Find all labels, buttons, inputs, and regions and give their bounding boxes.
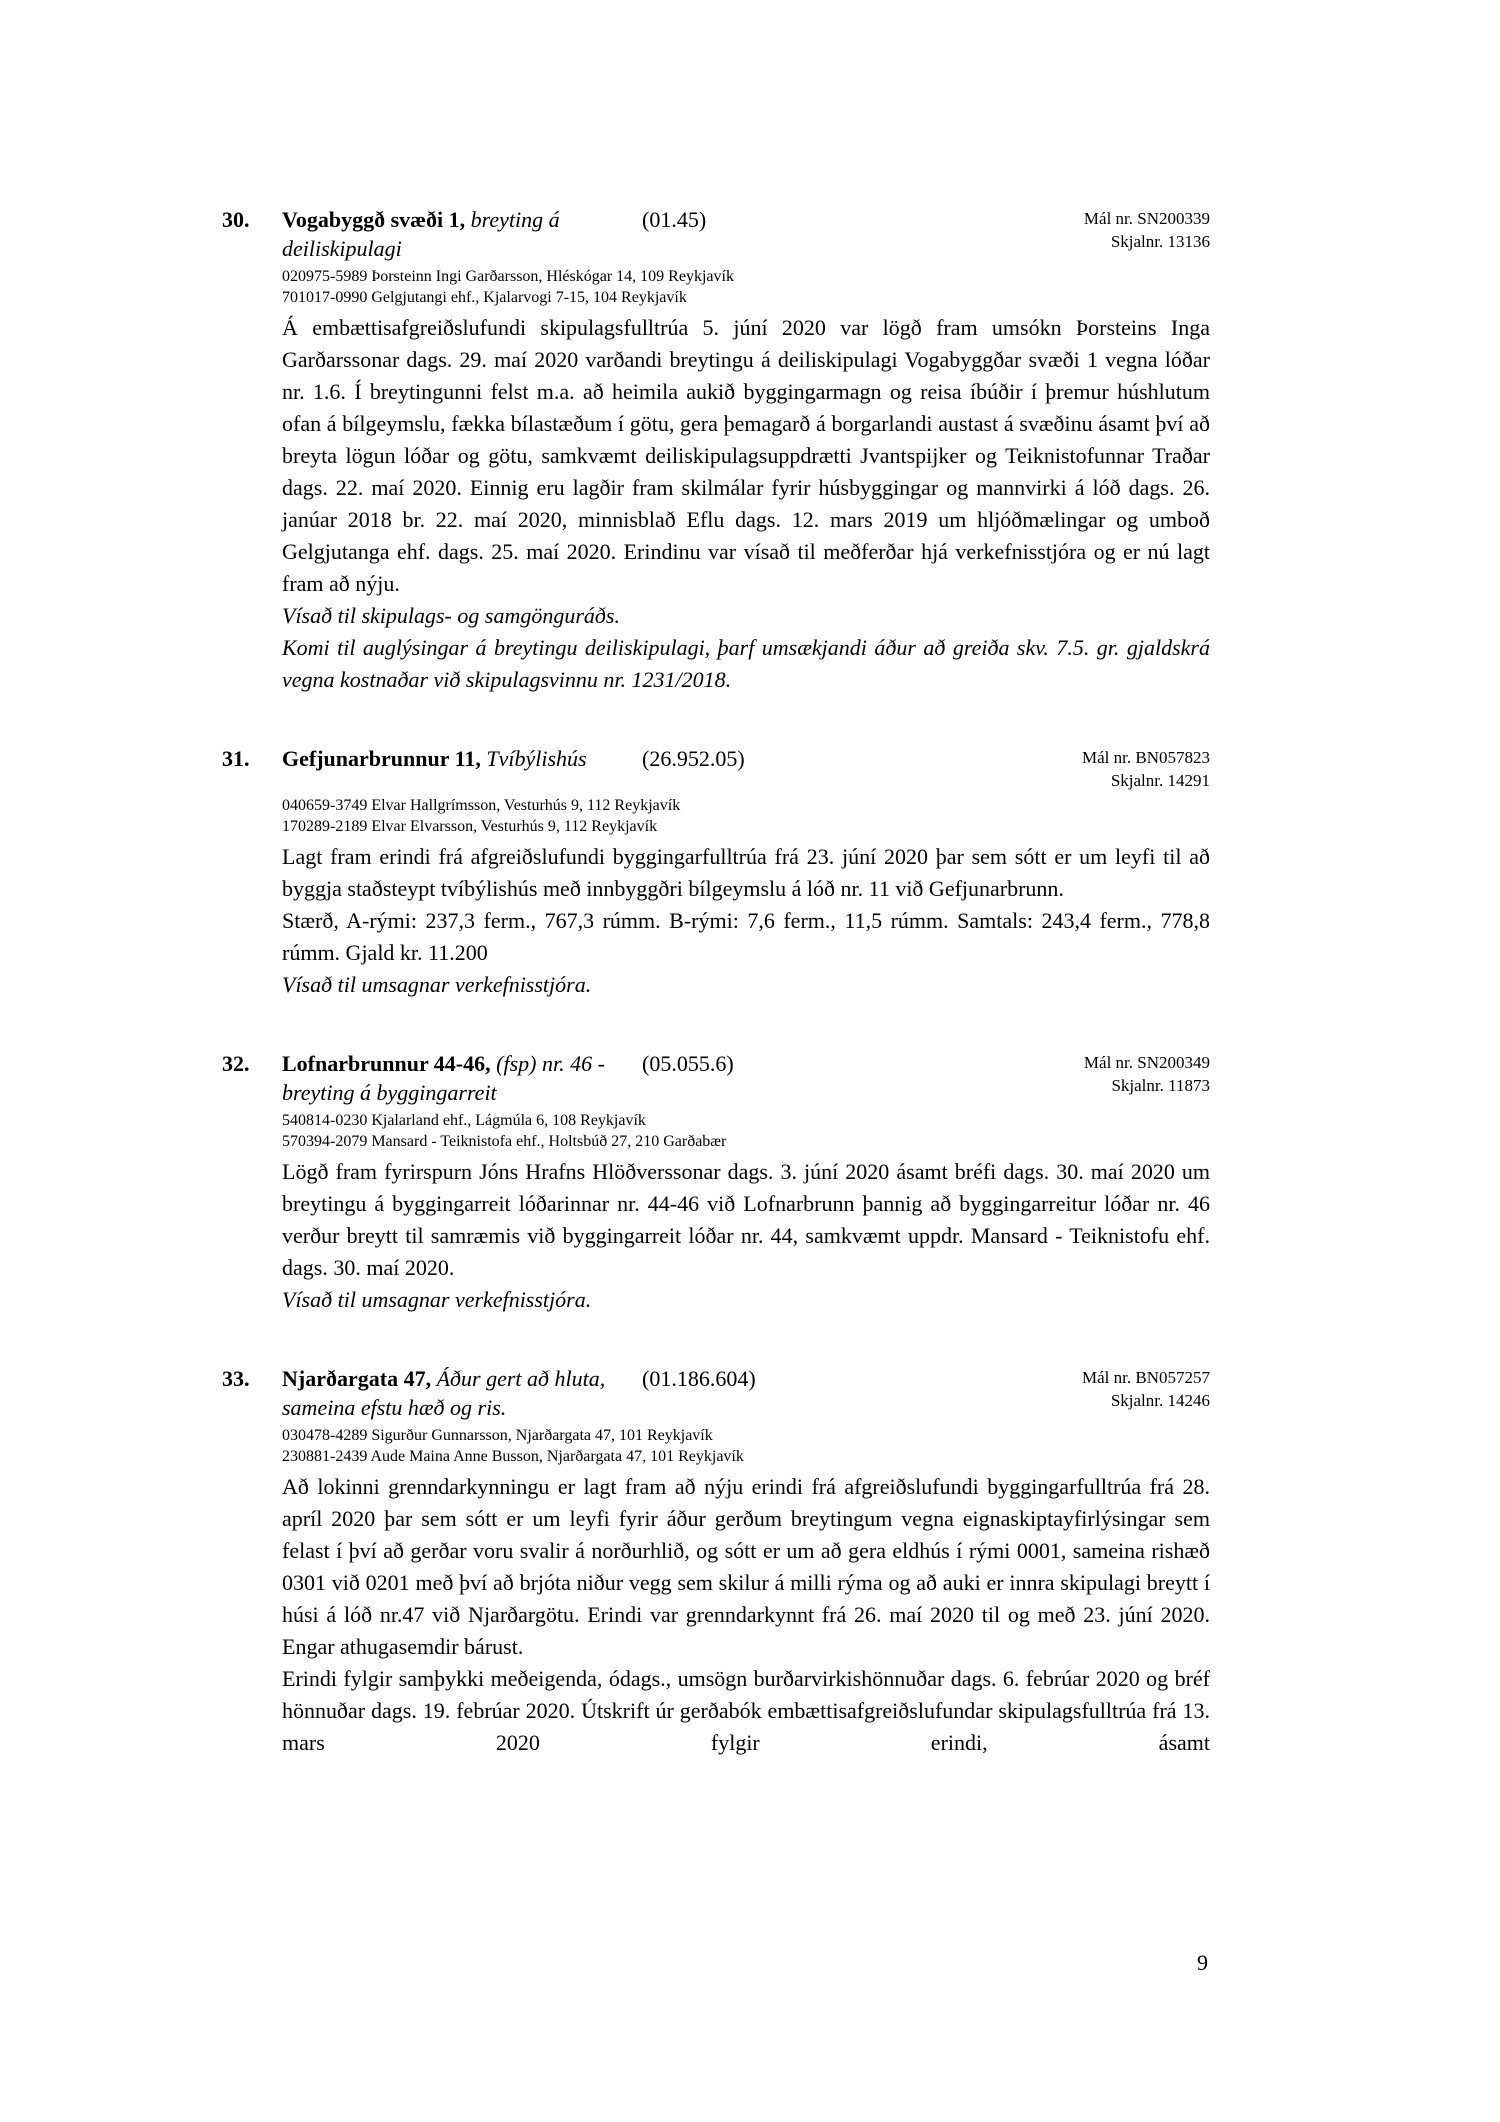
- page-number: 9: [1197, 1950, 1208, 1975]
- item-body: [282, 1156, 1210, 1316]
- item-title-italic: (fsp) nr. 46 - breyting á byggingarreit: [282, 1051, 605, 1105]
- paragraph: Lögð fram fyrirspurn Jóns Hrafns Hlöðverssonar dags. 3. júní 2020 ásamt bréfi dags. 30. maí 2020 um breytingu á byggingarreit lóðarinnar nr. 44-46 við Lofnarbrunn þannig að byggingarreitur lóðar nr. 46 verður breytt til samræmis við byggingarreit lóðar nr. 44, samkvæmt uppdr. Mansard - Teiknistofu ehf. dags. 30. maí 2020.: [282, 1159, 1210, 1280]
- party-lines: [282, 1425, 1210, 1467]
- item-body: [282, 1471, 1210, 1759]
- agenda-item: [222, 205, 1210, 696]
- party-line: 020975-5989 Þorsteinn Ingi Garðarsson, Hléskógar 14, 109 Reykjavík: [282, 268, 734, 285]
- paragraph: Vísað til umsagnar verkefnisstjóra.: [282, 1287, 592, 1312]
- paragraph: Vísað til skipulags- og samgönguráðs.: [282, 603, 620, 628]
- item-number: 33.: [222, 1366, 250, 1391]
- item-header: [222, 1364, 1210, 1422]
- agenda-item: [222, 1364, 1210, 1759]
- item-title-bold: Gefjunarbrunnur 11,: [282, 746, 481, 771]
- item-header: [222, 744, 1210, 792]
- case-number: Mál nr. SN200339: [1083, 209, 1210, 228]
- item-header: [222, 1049, 1210, 1107]
- case-number: Mál nr. BN057823: [1082, 748, 1210, 767]
- item-meta: [1084, 205, 1210, 253]
- party-line: 570394-2079 Mansard - Teiknistofa ehf., Holtsbúð 27, 210 Garðabær: [282, 1133, 727, 1150]
- document-number: Skjalnr. 11873: [1111, 1076, 1210, 1095]
- item-body: [282, 841, 1210, 1001]
- item-title-bold: Njarðargata 47,: [282, 1366, 432, 1391]
- case-number: Mál nr. SN200349: [1083, 1053, 1210, 1072]
- item-meta: [1082, 1364, 1210, 1412]
- item-location-code: (01.186.604): [642, 1366, 756, 1391]
- paragraph: Stærð, A-rými: 237,3 ferm., 767,3 rúmm. B-rými: 7,6 ferm., 11,5 rúmm. Samtals: 243,4 ferm., 778,8 rúmm. Gjald kr. 11.200: [282, 908, 1210, 965]
- party-line: 540814-0230 Kjalarland ehf., Lágmúla 6, 108 Reykjavík: [282, 1112, 646, 1129]
- case-number: Mál nr. BN057257: [1082, 1368, 1210, 1387]
- party-line: 701017-0990 Gelgjutangi ehf., Kjalarvogi 7-15, 104 Reykjavík: [282, 289, 687, 306]
- item-location-code: (05.055.6): [642, 1051, 734, 1076]
- item-header: [222, 205, 1210, 263]
- party-lines: [282, 795, 1210, 837]
- paragraph: Á embættisafgreiðslufundi skipulagsfulltrúa 5. júní 2020 var lögð fram umsókn Þorsteins Inga Garðarssonar dags. 29. maí 2020 varðandi breytingu á deiliskipulagi Vogabyggðar svæði 1 vegna lóðar nr. 1.6. Í breytingunni felst m.a. að heimila aukið byggingarmagn og reisa íbúðir í þremur húshlutum ofan á bílgeymslu, fækka bílastæðum í götu, gera þemagarð á borgarlandi austast á svæðinu ásamt því að breyta lögun lóðar og götu, samkvæmt deiliskipulagsuppdrætti Jvantspijker og Teiknistofunnar Traðar dags. 22. maí 2020. Einnig eru lagðir fram skilmálar fyrir húsbyggingar og mannvirki á lóð dags. 26. janúar 2018 br. 22. maí 2020, minnisblað Eflu dags. 12. mars 2019 um hljóðmælingar og umboð Gelgjutanga ehf. dags. 25. maí 2020. Erindinu var vísað til meðferðar hjá verkefnisstjóra og er nú lagt fram að nýju.: [282, 315, 1210, 596]
- paragraph: Erindi fylgir samþykki meðeigenda, ódags., umsögn burðarvirkishönnuðar dags. 6. febrúar 2020 og bréf hönnuðar dags. 19. febrúar 2020. Útskrift úr gerðabók embættisafgreiðslufundar skipulagsfulltrúa frá 13. mars 2020 fylgir erindi, ásamt: [282, 1666, 1210, 1755]
- paragraph: Komi til auglýsingar á breytingu deiliskipulagi, þarf umsækjandi áður að greiða skv. 7.5. gr. gjaldskrá vegna kostnaðar við skipulagsvinnu nr. 1231/2018.: [282, 635, 1210, 692]
- item-location-code: (26.952.05): [642, 746, 745, 771]
- document-number: Skjalnr. 14291: [1110, 771, 1210, 790]
- party-line: 040659-3749 Elvar Hallgrímsson, Vesturhús 9, 112 Reykjavík: [282, 797, 681, 814]
- document-content: [222, 205, 1210, 1807]
- paragraph: Lagt fram erindi frá afgreiðslufundi byggingarfulltrúa frá 23. júní 2020 þar sem sótt er um leyfi til að byggja staðsteypt tvíbýlishús með innbyggðri bílgeymslu á lóð nr. 11 við Gefjunarbrunn.: [282, 844, 1210, 901]
- item-location-code: (01.45): [642, 207, 707, 232]
- item-title: [282, 1364, 632, 1422]
- item-number: 30.: [222, 207, 250, 232]
- agenda-item: [222, 1049, 1210, 1316]
- item-meta: [1084, 1049, 1210, 1097]
- item-title: [282, 744, 632, 773]
- document-number: Skjalnr. 13136: [1110, 232, 1210, 251]
- item-number: 31.: [222, 746, 250, 771]
- item-body: [282, 312, 1210, 696]
- item-title-italic: Tvíbýlishús: [486, 746, 587, 771]
- party-line: 170289-2189 Elvar Elvarsson, Vesturhús 9, 112 Reykjavík: [282, 818, 658, 835]
- item-title-bold: Lofnarbrunnur 44-46,: [282, 1051, 491, 1076]
- item-title-italic: Áður gert að hluta, sameina efstu hæð og ris.: [282, 1366, 606, 1420]
- party-line: 030478-4289 Sigurður Gunnarsson, Njarðargata 47, 101 Reykjavík: [282, 1427, 713, 1444]
- item-title-bold: Vogabyggð svæði 1,: [282, 207, 466, 232]
- agenda-items: [222, 205, 1210, 1759]
- item-number: 32.: [222, 1051, 250, 1076]
- paragraph: Vísað til umsagnar verkefnisstjóra.: [282, 972, 592, 997]
- item-title-italic: breyting á deiliskipulagi: [282, 207, 560, 261]
- item-meta: [1082, 744, 1210, 792]
- item-title: [282, 205, 632, 263]
- paragraph: Að lokinni grenndarkynningu er lagt fram að nýju erindi frá afgreiðslufundi byggingarfulltrúa frá 28. apríl 2020 þar sem sótt er um leyfi fyrir áður gerðum breytingum vegna eignaskiptayfirlýsingar sem felast í því að gerðar voru svalir á norðurhlið, og sótt er um að gera eldhús í rými 0001, sameina rishæð 0301 við 0201 með því að brjóta niður vegg sem skilur á milli rýma og að auki er innra skipulagi breytt í húsi á lóð nr.47 við Njarðargötu. Erindi var grenndarkynnt frá 26. maí 2020 til og með 23. júní 2020. Engar athugasemdir bárust.: [282, 1474, 1210, 1659]
- document-number: Skjalnr. 14246: [1110, 1391, 1210, 1410]
- party-lines: [282, 1110, 1210, 1152]
- party-lines: [282, 266, 1210, 308]
- agenda-item: [222, 744, 1210, 1001]
- item-title: [282, 1049, 632, 1107]
- party-line: 230881-2439 Aude Maina Anne Busson, Njarðargata 47, 101 Reykjavík: [282, 1448, 744, 1465]
